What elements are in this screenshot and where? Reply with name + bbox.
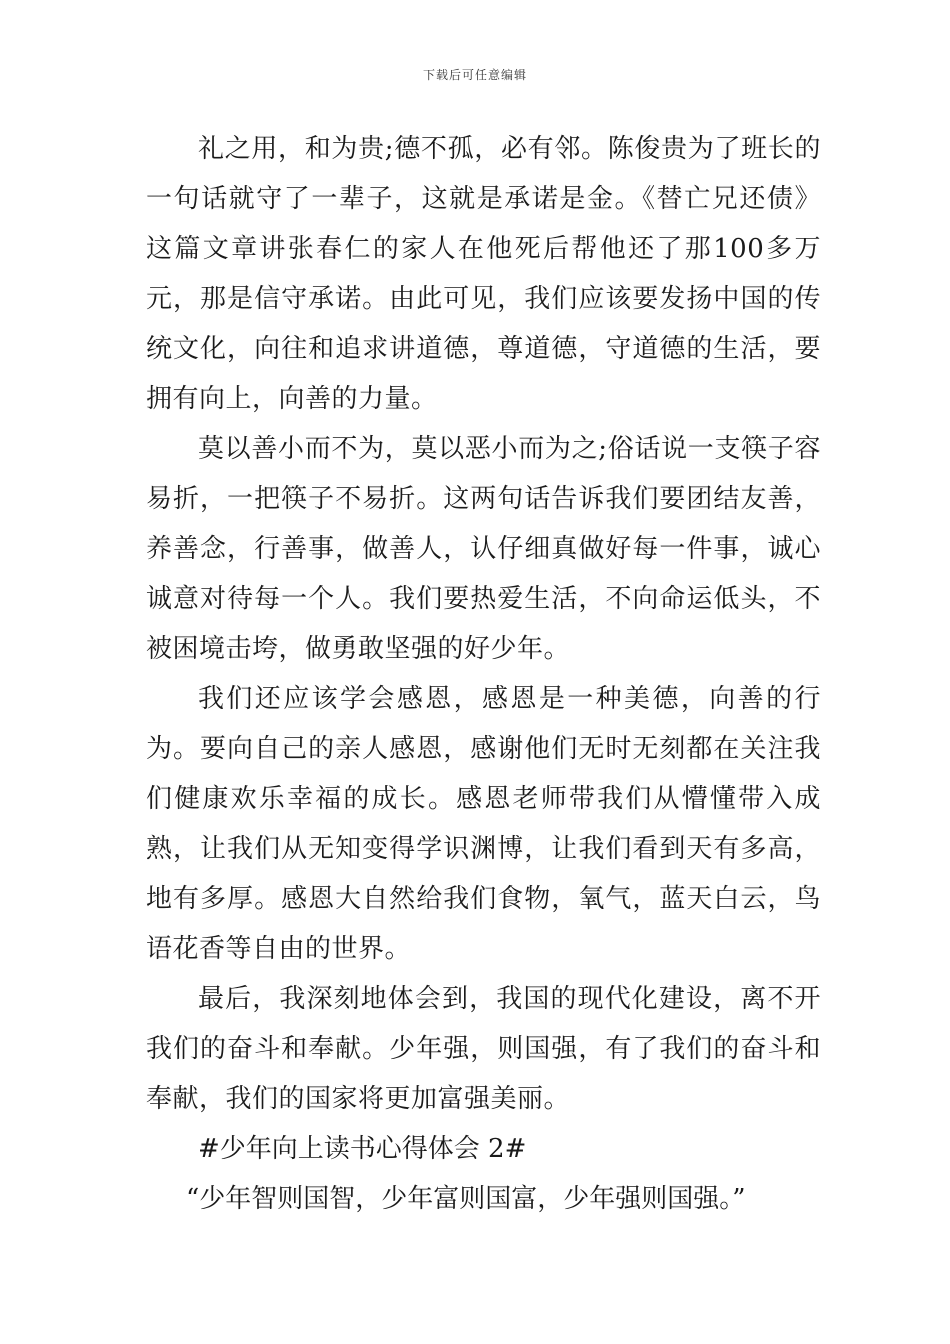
header-note: 下载后可任意编辑 — [422, 68, 527, 82]
article-body — [146, 124, 821, 1224]
section-heading: #少年向上读书心得体会 2# — [198, 1134, 527, 1164]
paragraph-2: 莫以善小而不为，莫以恶小而为之;俗话说一支筷子容易折，一把筷子不易折。这两句话告诉我们要团结友善，养善念，行善事，做善人，认仔细真做好每一件事，诚心诚意对待每一个人。我们要热爱生活，不向命运低头，不被困境击垮，做勇敢坚强的好少年。 — [146, 434, 821, 664]
paragraph-1: 礼之用，和为贵;德不孤，必有邻。陈俊贵为了班长的一句话就守了一辈子，这就是承诺是金。《替亡兄还债》这篇文章讲张春仁的家人在他死后帮他还了那100多万元，那是信守承诺。由此可见，我们应该要发扬中国的传统文化，向往和追求讲道德，尊道德，守道德的生活，要拥有向上，向善的力量。 — [146, 134, 821, 414]
paragraph-3: 我们还应该学会感恩，感恩是一种美德，向善的行为。要向自己的亲人感恩，感谢他们无时无刻都在关注我们健康欢乐幸福的成长。感恩老师带我们从懵懂带入成熟，让我们从无知变得学识渊博，让我们看到天有多高，地有多厚。感恩大自然给我们食物，氧气，蓝天白云，鸟语花香等自由的世界。 — [146, 684, 821, 964]
paragraph-4: 最后，我深刻地体会到，我国的现代化建设，离不开我们的奋斗和奉献。少年强，则国强，有了我们的奋斗和奉献，我们的国家将更加富强美丽。 — [146, 984, 821, 1114]
quote-line: “少年智则国智，少年富则国富，少年强则国强。” — [186, 1184, 746, 1214]
